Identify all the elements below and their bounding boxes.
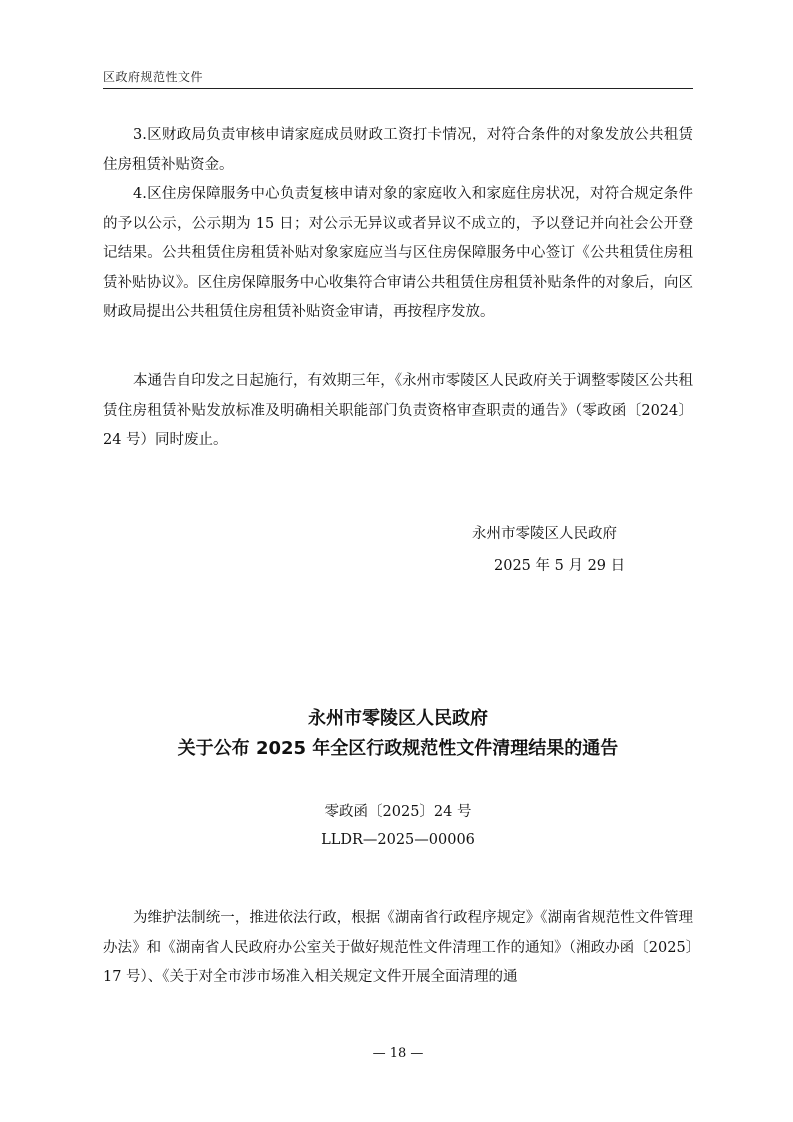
body-paragraph-2: 4.区住房保障服务中心负责复核申请对象的家庭收入和家庭住房状况，对符合规定条件的予以公示，公示期为 15 日；对公示无异议或者异议不成立的，予以登记并向社会公开登记结果。公共租赁住房租赁补贴对象家庭应当与区住房保障服务中心签订《公共租赁住房租赁补贴协议》。区住房保障服务中心收集符合审请公共租赁住房租赁补贴条件的对象后，向区财政局提出公共租赁住房租赁补贴资金审请，再按程序发放。 (103, 186, 693, 320)
header-title: 区政府规范性文件 (103, 70, 204, 84)
notice-title-line-2: 关于公布 2025 年全区行政规范性文件清理结果的通告 (177, 738, 619, 759)
signature-org: 永州市零陵区人民政府 (472, 526, 617, 542)
notice-intro-paragraph: 为维护法制统一，推进依法行政，根据《湖南省行政程序规定》《湖南省规范性文件管理办法》和《湖南省人民政府办公室关于做好规范性文件清理工作的通知》（湘政办函〔2025〕17 号）、《关于对全市涉市场准入相关规定文件开展全面清理的通 (103, 910, 693, 985)
body-paragraph-1: 3.区财政局负责审核申请家庭成员财政工资打卡情况，对符合条件的对象发放公共租赁住房租赁补贴资金。 (103, 127, 693, 173)
registration-number: LLDR—2025—00006 (321, 832, 475, 848)
doc-number: 零政函〔2025〕24 号 (324, 804, 472, 820)
page-number: — 18 — (372, 1046, 424, 1061)
notice-title-line-1: 永州市零陵区人民政府 (308, 708, 488, 729)
signature-date: 2025 年 5 月 29 日 (494, 558, 626, 574)
body-paragraph-3: 本通告自印发之日起施行，有效期三年，《永州市零陵区人民政府关于调整零陵区公共租赁住房租赁补贴发放标准及明确相关职能部门负责资格审查职责的通告》（零政函〔2024〕24 号）同时废止。 (103, 373, 693, 448)
page-header (103, 66, 693, 89)
